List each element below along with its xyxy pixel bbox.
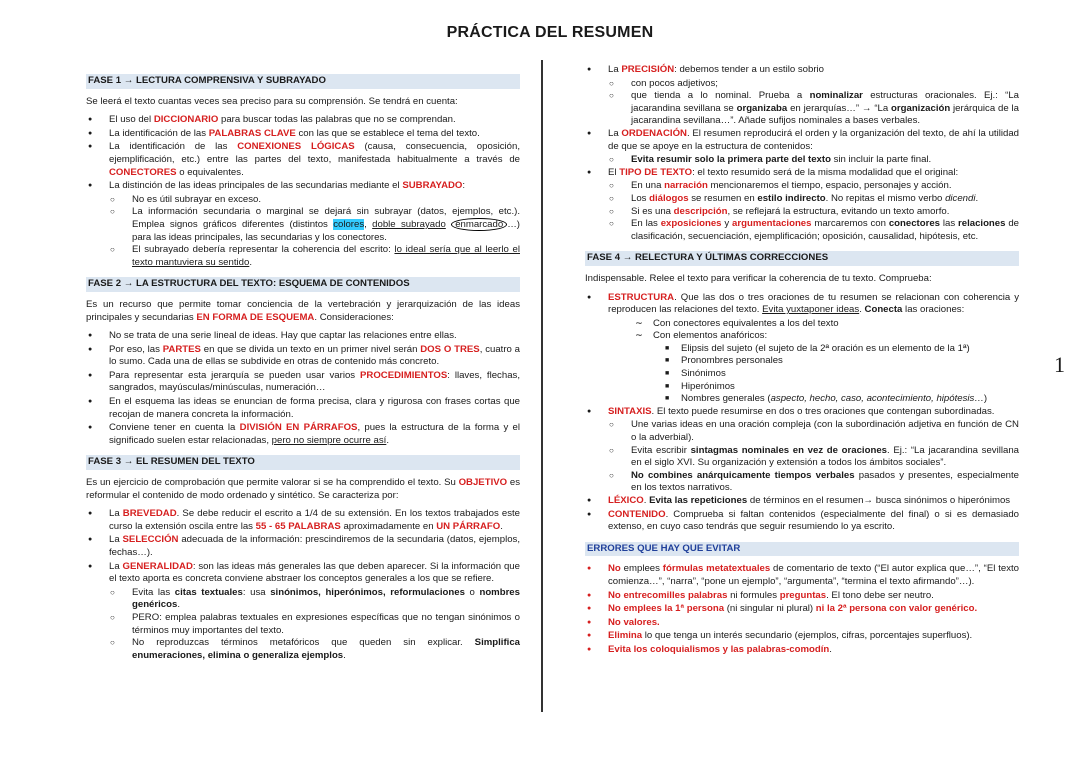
list-item: ● La PRECISIÓN: debemos tender a un estilo sobrio [585, 64, 1019, 77]
list-item: ● La ORDENACIÓN. El resumen reproducirá el orden y la organización del texto, de ahí la utilidad de que se apoye en la estructura de contenidos: [585, 128, 1019, 153]
list-item: ● Para representar esta jerarquía se pueden usar varios PROCEDIMIENTOS: llaves, flechas, sangrados, mayúsculas/minúsculas, numeración… [86, 370, 520, 395]
fase4-intro: Indispensable. Relee el texto para verificar la coherencia de tu texto. Comprueba: [585, 272, 932, 284]
fase1-list [86, 114, 520, 269]
sub-list-item: ○ Evita escribir sintagmas nominales en vez de oraciones. Ej.: “La jacarandina sevillana en el siglo XVI. Su organización y extensión a todos los ámbitos sociales”. [585, 445, 1019, 470]
list-item: ● ESTRUCTURA. Que las dos o tres oraciones de tu resumen se relacionan con coherencia y reproducen las relaciones del texto. Evita yuxtaponer ideas. Conecta las oraciones: [585, 292, 1019, 317]
sub-list-item: ■ Nombres generales (aspecto, hecho, caso, acontecimiento, hipótesis…) [585, 393, 1019, 406]
list-item: ● CONTENIDO. Comprueba si faltan contenidos (especialmente del final) o si es demasiado extenso, en cuyo caso tendrás que seguir resumiendo lo ya escrito. [585, 509, 1019, 534]
list-item: ● No emplees la 1ª persona (ni singular ni plural) ni la 2ª persona con valor genérico. [585, 603, 1019, 616]
fase4-heading: FASE 4 → RELECTURA Y ÚLTIMAS CORRECCIONES [585, 251, 1019, 266]
sub-list-item: ∼ Con conectores equivalentes a los del texto [585, 318, 1019, 331]
sub-list-item: ○ En una narración mencionaremos el tiempo, espacio, personajes y acción. [585, 180, 1019, 193]
page-number: 1 [1054, 352, 1065, 377]
sub-list-item: ∼ Con elementos anafóricos: [585, 330, 1019, 343]
list-item: ● No entrecomilles palabras ni formules preguntas. El tono debe ser neutro. [585, 590, 1019, 603]
sub-list-item: ○ con pocos adjetivos; [585, 78, 1019, 91]
errores-list [585, 563, 1019, 656]
sub-list-item: ○ Une varias ideas en una oración compleja (con la subordinación adjetiva en función de CN o la adverbial). [585, 419, 1019, 444]
column-divider [541, 60, 543, 712]
sub-list-item: ○ No combines anárquicamente tiempos verbales pasados y presentes, especialmente en los textos narrativos. [585, 470, 1019, 495]
list-item: ● No valores. [585, 617, 1019, 630]
fase1-intro: Se leerá el texto cuantas veces sea preciso para su comprensión. Se tendrá en cuenta: [86, 95, 458, 107]
sub-list-item: ■ Pronombres personales [585, 355, 1019, 368]
fase2-list [86, 330, 520, 447]
right-column [585, 64, 1019, 663]
highlight-example: colores [333, 218, 365, 230]
errores-heading: ERRORES QUE HAY QUE EVITAR [585, 542, 1019, 557]
sub-list-item: ○ No es útil subrayar en exceso. [86, 194, 520, 207]
list-item: ● LÉXICO. Evita las repeticiones de términos en el resumen→ busca sinónimos o hiperónimos [585, 495, 1019, 508]
sub-list-item: ○ El subrayado debería representar la coherencia del escrito: lo ideal sería que al leerlo el texto mantuviera su sentido. [86, 244, 520, 269]
resumen-continued-list [585, 64, 1019, 243]
list-item: ● El uso del DICCIONARIO para buscar todas las palabras que no se comprendan. [86, 114, 520, 127]
sub-list-item: ○ Evita las citas textuales: usa sinónimos, hiperónimos, reformulaciones o nombres genéricos. [86, 587, 520, 612]
sub-list-item: ○ PERO: emplea palabras textuales en expresiones específicas que no tengan sinónimos o términos muy importantes del texto. [86, 612, 520, 637]
sub-list-item: ○ Los diálogos se resumen en estilo indirecto. No repitas el mismo verbo dicendi. [585, 193, 1019, 206]
list-item: ● La identificación de las CONEXIONES LÓGICAS (causa, consecuencia, oposición, ejemplificación, etc.) entre las partes del texto, manifestada habitualmente a través de CONECTORES o equivalentes. [86, 141, 520, 179]
list-item: ● SINTAXIS. El texto puede resumirse en dos o tres oraciones que contengan subordinadas. [585, 406, 1019, 419]
fase1-heading: FASE 1 → LECTURA COMPRENSIVA Y SUBRAYADO [86, 74, 520, 89]
list-item: ● La GENERALIDAD: son las ideas más generales las que deben aparecer. Si la información que el texto aporta es concreta conviene abstraer los conceptos generales a los que se refiere. [86, 561, 520, 586]
fase2-intro: Es un recurso que permite tomar conciencia de la vertebración y jerarquización de las ideas principales y secundarias EN FORMA DE ESQUEMA. Consideraciones: [86, 298, 520, 323]
list-item: ● Evita los coloquialismos y las palabras-comodín. [585, 644, 1019, 657]
fase2-heading: FASE 2 → LA ESTRUCTURA DEL TEXTO: ESQUEMA DE CONTENIDOS [86, 277, 520, 292]
sub-list-item: ○ No reproduzcas términos metafóricos que queden sin explicar. Simplifica enumeraciones, elimina o generaliza ejemplos. [86, 637, 520, 662]
fase4-list [585, 292, 1019, 534]
list-item: ● La SELECCIÓN adecuada de la información: prescindiremos de la secundaria (datos, ejemplos, fechas…). [86, 534, 520, 559]
left-column [86, 66, 520, 668]
list-item: ● No se trata de una serie lineal de ideas. Hay que captar las relaciones entre ellas. [86, 330, 520, 343]
fase3-list [86, 508, 520, 662]
sub-list-item: ■ Sinónimos [585, 368, 1019, 381]
underline-example: doble subrayado [372, 218, 446, 230]
list-item: ● Elimina lo que tenga un interés secundario (ejemplos, cifras, porcentajes superfluos). [585, 630, 1019, 643]
page-title: PRÁCTICA DEL RESUMEN [446, 24, 654, 41]
sub-list-item: ○ Evita resumir solo la primera parte del texto sin incluir la parte final. [585, 154, 1019, 167]
fase3-heading: FASE 3 → EL RESUMEN DEL TEXTO [86, 455, 520, 470]
list-item: ● El TIPO DE TEXTO: el texto resumido será de la misma modalidad que el original: [585, 167, 1019, 180]
list-item: ● La distinción de las ideas principales de las secundarias mediante el SUBRAYADO: [86, 180, 520, 193]
sub-list-item: ○ La información secundaria o marginal se dejará sin subrayar (datos, ejemplos, etc.). Emplea signos gráficos diferentes (distintos colores, doble subrayado enmarcado …) para las ideas principales, las secundarias y los conectores. [86, 206, 520, 244]
fase3-intro: Es un ejercicio de comprobación que permite valorar si se ha comprendido el texto. Su OBJETIVO es reformular el contenido de modo ordenado y sintético. Se caracteriza por: [86, 477, 520, 501]
sub-list-item: ■ Hiperónimos [585, 381, 1019, 394]
sub-list-item: ○ que tienda a lo nominal. Prueba a nominalizar estructuras oracionales. Ej.: “La jacarandina sevillana se organizaba en jerarquías…” → “La organización jerárquica de la jacarandina sevillana…”. Añade sufijos nominales a bases verbales. [585, 90, 1019, 128]
list-item: ● No emplees fórmulas metatextuales de comentario de texto (“El autor explica que…”, “El texto comienza…”, “narra”, “pone un ejemplo”, “argumenta”, “termina el texto afirmando”…). [585, 563, 1019, 588]
list-item: ● Por eso, las PARTES en que se divida un texto en un primer nivel serán DOS O TRES, cuatro a lo sumo. Cada una de ellas se subdivide en otras de contenido más concreto. [86, 344, 520, 369]
list-item: ● La BREVEDAD. Se debe reducir el escrito a 1/4 de su extensión. En los textos trabajados este curso la extensión oscila entre las 55 - 65 PALABRAS aproximadamente en UN PÁRRAFO. [86, 508, 520, 533]
list-item: ● La identificación de las PALABRAS CLAVE con las que se establece el tema del texto. [86, 128, 520, 141]
list-item: ● En el esquema las ideas se enuncian de forma precisa, clara y rigurosa con frases cortas que recojan de manera concreta la información. [86, 396, 520, 421]
sub-list-item: ○ Si es una descripción, se reflejará la estructura, evitando un texto amorfo. [585, 206, 1019, 219]
list-item: ● Conviene tener en cuenta la DIVISIÓN EN PÁRRAFOS, pues la estructura de la forma y el significado suelen estar relacionadas, pero no siempre ocurre así. [86, 422, 520, 447]
sub-list-item: ■ Elipsis del sujeto (el sujeto de la 2ª oración es un elemento de la 1ª) [585, 343, 1019, 356]
sub-list-item: ○ En las exposiciones y argumentaciones marcaremos con conectores las relaciones de clasificación, secuenciación, ejemplificación; oposición, causalidad, hipótesis, etc. [585, 218, 1019, 243]
oval-example: enmarcado [451, 218, 507, 231]
